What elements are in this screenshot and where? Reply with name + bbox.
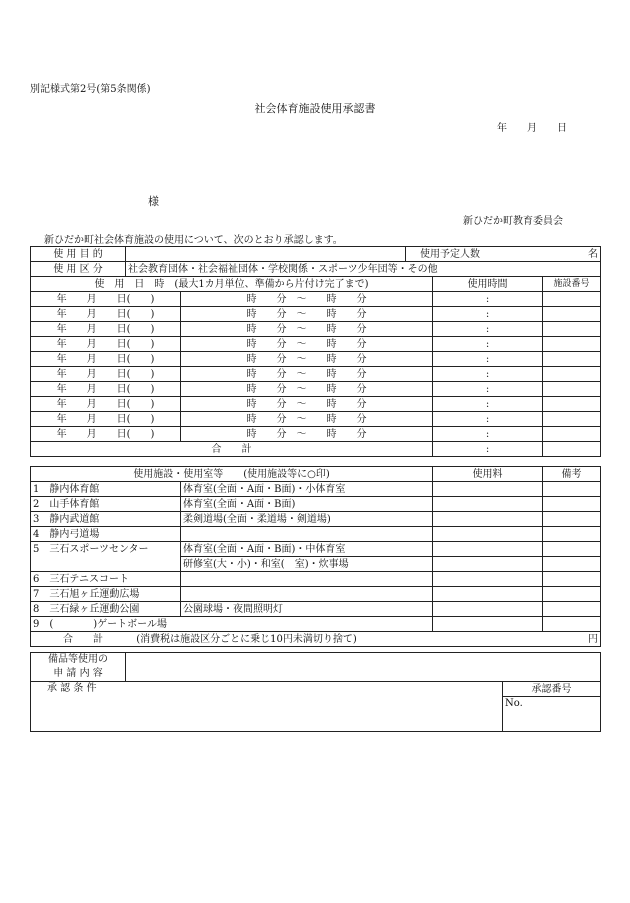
- schedule-time[interactable]: 時 分 ～ 時 分: [181, 307, 433, 322]
- facility-name[interactable]: [31, 557, 181, 572]
- schedule-facility-no[interactable]: [543, 337, 601, 352]
- schedule-row: [31, 367, 601, 382]
- date-line: 年 月 日: [497, 123, 567, 134]
- subtotal-facility-no[interactable]: [543, 442, 601, 457]
- fee-header: 使用料: [433, 467, 543, 482]
- facility-name[interactable]: 5 三石スポーツセンター: [31, 542, 181, 557]
- schedule-time[interactable]: 時 分 ～ 時 分: [181, 397, 433, 412]
- approval-table: [30, 652, 601, 732]
- schedule-time[interactable]: 時 分 ～ 時 分: [181, 412, 433, 427]
- schedule-duration[interactable]: :: [433, 367, 543, 382]
- schedule-facility-no[interactable]: [543, 352, 601, 367]
- schedule-duration[interactable]: :: [433, 322, 543, 337]
- facility-rooms[interactable]: 柔剣道場(全面・柔道場・剣道場): [181, 512, 433, 527]
- approval-no-header: 承認番号: [503, 682, 601, 697]
- schedule-duration[interactable]: :: [433, 352, 543, 367]
- facility-remarks[interactable]: [543, 602, 601, 617]
- facility-name[interactable]: 4 静内弓道場: [31, 527, 181, 542]
- schedule-row: [31, 292, 601, 307]
- subtotal-time[interactable]: :: [433, 442, 543, 457]
- facility-remarks[interactable]: [543, 542, 601, 557]
- facility-rooms[interactable]: 公園球場・夜間照明灯: [181, 602, 433, 617]
- schedule-facility-no[interactable]: [543, 367, 601, 382]
- total-label: 合 計: [63, 633, 103, 645]
- time-header: 使用時間: [433, 277, 543, 292]
- schedule-duration[interactable]: :: [433, 412, 543, 427]
- schedule-facility-no[interactable]: [543, 382, 601, 397]
- facility-name[interactable]: 6 三石テニスコート: [31, 572, 181, 587]
- facility-fee[interactable]: [433, 602, 543, 617]
- schedule-duration[interactable]: :: [433, 292, 543, 307]
- facility-name[interactable]: 9 ( )ゲートボール場: [31, 617, 433, 632]
- facility-remarks[interactable]: [543, 497, 601, 512]
- schedule-date[interactable]: 年 月 日( ): [31, 292, 181, 307]
- facility-fee[interactable]: [433, 617, 543, 632]
- facility-fee[interactable]: [433, 542, 543, 557]
- schedule-time[interactable]: 時 分 ～ 時 分: [181, 322, 433, 337]
- schedule-date[interactable]: 年 月 日( ): [31, 412, 181, 427]
- category-options[interactable]: 社会教育団体・社会福祉団体・学校関係・スポーツ少年団等・その他: [126, 262, 601, 277]
- schedule-duration[interactable]: :: [433, 307, 543, 322]
- form-number: 別記様式第2号(第5条関係): [30, 84, 151, 95]
- equipment-value[interactable]: [126, 653, 601, 682]
- schedule-date[interactable]: 年 月 日( ): [31, 427, 181, 442]
- schedule-facility-no[interactable]: [543, 307, 601, 322]
- schedule-header: 使 用 日 時 (最大1カ月単位、準備から片付け完了まで): [31, 277, 433, 292]
- schedule-duration[interactable]: :: [433, 337, 543, 352]
- schedule-row: [31, 412, 601, 427]
- facility-fee[interactable]: [433, 512, 543, 527]
- facility-remarks[interactable]: [543, 527, 601, 542]
- facility-header: 使用施設・使用室等 (使用施設等に○印): [31, 467, 433, 482]
- schedule-facility-no[interactable]: [543, 397, 601, 412]
- equipment-label: [31, 653, 126, 682]
- schedule-row: [31, 397, 601, 412]
- schedule-table: [30, 276, 601, 457]
- purpose-table: [30, 246, 601, 277]
- facility-remarks[interactable]: [543, 572, 601, 587]
- total-note: (消費税は施設区分ごとに乗じ10円未満切り捨て): [136, 633, 357, 645]
- schedule-row: [31, 322, 601, 337]
- schedule-time[interactable]: 時 分 ～ 時 分: [181, 382, 433, 397]
- schedule-facility-no[interactable]: [543, 322, 601, 337]
- facility-rooms[interactable]: [181, 587, 433, 602]
- schedule-date[interactable]: 年 月 日( ): [31, 367, 181, 382]
- facility-rooms[interactable]: [181, 572, 433, 587]
- facility-fee[interactable]: [433, 482, 543, 497]
- schedule-duration[interactable]: :: [433, 427, 543, 442]
- schedule-duration[interactable]: :: [433, 382, 543, 397]
- schedule-facility-no[interactable]: [543, 412, 601, 427]
- schedule-date[interactable]: 年 月 日( ): [31, 337, 181, 352]
- schedule-date[interactable]: 年 月 日( ): [31, 322, 181, 337]
- facility-fee[interactable]: [433, 557, 543, 572]
- schedule-date[interactable]: 年 月 日( ): [31, 397, 181, 412]
- schedule-date[interactable]: 年 月 日( ): [31, 307, 181, 322]
- facility-remarks[interactable]: [543, 587, 601, 602]
- schedule-facility-no[interactable]: [543, 292, 601, 307]
- subtotal-label: 合 計: [31, 442, 433, 457]
- facility-rooms[interactable]: 体育室(全面・A面・B面): [181, 497, 433, 512]
- schedule-time[interactable]: 時 分 ～ 時 分: [181, 352, 433, 367]
- facility-name[interactable]: 3 静内武道館: [31, 512, 181, 527]
- total-row: [31, 632, 543, 647]
- facility-name[interactable]: 7 三石旭ヶ丘運動広場: [31, 587, 181, 602]
- addressee-suffix: 様: [148, 195, 159, 208]
- facility-remarks[interactable]: [543, 557, 601, 572]
- schedule-row: [31, 382, 601, 397]
- schedule-facility-no[interactable]: [543, 427, 601, 442]
- schedule-date[interactable]: 年 月 日( ): [31, 352, 181, 367]
- schedule-row: [31, 352, 601, 367]
- schedule-row: [31, 337, 601, 352]
- facility-remarks[interactable]: [543, 617, 601, 632]
- equipment-label-line1: 備品等使用の: [48, 654, 108, 665]
- facility-name[interactable]: 8 三石緑ヶ丘運動公園: [31, 602, 181, 617]
- schedule-time[interactable]: 時 分 ～ 時 分: [181, 292, 433, 307]
- issuer: 新ひだか町教育委員会: [463, 216, 563, 227]
- facility-rooms[interactable]: 体育室(全面・A面・B面)・中体育室: [181, 542, 433, 557]
- facility-name[interactable]: 2 山手体育館: [31, 497, 181, 512]
- yen-unit: 円: [543, 632, 601, 647]
- facility-fee[interactable]: [433, 527, 543, 542]
- people-unit: 名: [531, 247, 601, 262]
- purpose-label: 使 用 目 的: [31, 247, 126, 262]
- facility-name[interactable]: 1 静内体育館: [31, 482, 181, 497]
- schedule-row: [31, 307, 601, 322]
- schedule-time[interactable]: 時 分 ～ 時 分: [181, 337, 433, 352]
- equipment-label-line2: 申 請 内 容: [53, 668, 103, 679]
- facility-rooms[interactable]: 体育室(全面・A面・B面)・小体育室: [181, 482, 433, 497]
- facility-rooms[interactable]: 研修室(大・小)・和室( 室)・炊事場: [181, 557, 433, 572]
- facility-remarks[interactable]: [543, 482, 601, 497]
- schedule-time[interactable]: 時 分 ～ 時 分: [181, 427, 433, 442]
- facility-fee[interactable]: [433, 497, 543, 512]
- document-title: 社会体育施設使用承認書: [254, 102, 376, 115]
- facility-fee[interactable]: [433, 572, 543, 587]
- schedule-time[interactable]: 時 分 ～ 時 分: [181, 367, 433, 382]
- facility-no-header: 施設番号: [543, 277, 601, 292]
- schedule-row: [31, 427, 601, 442]
- schedule-date[interactable]: 年 月 日( ): [31, 382, 181, 397]
- schedule-duration[interactable]: :: [433, 397, 543, 412]
- facility-table: [30, 466, 601, 647]
- remarks-header: 備考: [543, 467, 601, 482]
- facility-rooms[interactable]: [181, 527, 433, 542]
- purpose-value[interactable]: [126, 247, 406, 262]
- approval-no-value[interactable]: No.: [503, 697, 601, 732]
- planned-people-label: 使用予定人数: [406, 247, 531, 262]
- facility-remarks[interactable]: [543, 512, 601, 527]
- intro-text: 新ひだか町社会体育施設の使用について、次のとおり承認します。: [44, 235, 343, 246]
- conditions-label: 承 認 条 件: [31, 682, 503, 732]
- facility-fee[interactable]: [433, 587, 543, 602]
- category-label: 使 用 区 分: [31, 262, 126, 277]
